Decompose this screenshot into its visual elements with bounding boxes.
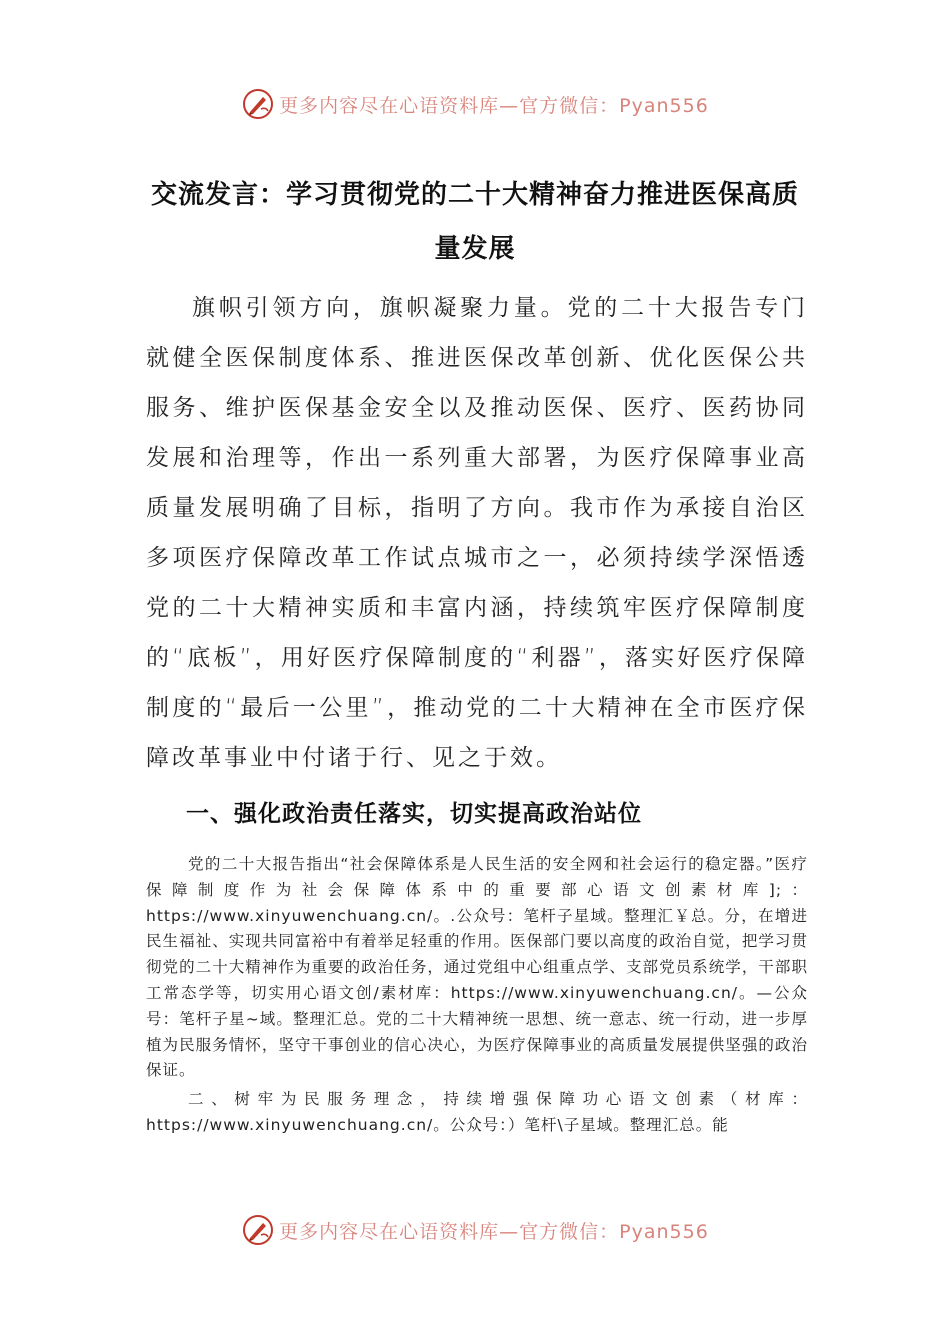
pen-logo-icon	[241, 1213, 275, 1247]
footer-banner	[0, 1210, 950, 1250]
document-title: 交流发言：学习贯彻党的二十大精神奋力推进医保高质量发展	[150, 180, 799, 264]
banner-text: 更多内容尽在心语资料库—官方微信：Pyan556	[279, 1220, 709, 1243]
section-1-paragraph: 党的二十大报告指出“社会保障体系是人民生活的安全网和社会运行的稳定器。”医疗保障制度作为社会保障体系中的重要部心语文创素材库];：https://www.xinyuwenchuang.cn/。.公众号：笔杆子星域。整理汇￥总。分，在增进民生福祉、实现共同富裕中有着举足轻重的作用。医保部门要以高度的政治自觉，把学习贯彻党的二十大精神作为重要的政治任务，通过党组中心组重点学、支部党员系统学，干部职工常态学等，切实用心语文创/素材库：https://www.xinyuwenchuang.cn/。—公众号：笔杆子星~域。整理汇总。党的二十大精神统一思想、统一意志、统一行动，进一步厚植为民服务情怀，坚守干事创业的信心决心，为医疗保障事业的高质量发展提供坚强的政治保证。	[146, 855, 808, 1080]
header-banner	[0, 84, 950, 124]
intro-paragraph: 旗帜引领方向，旗帜凝聚力量。党的二十大报告专门就健全医保制度体系、推进医保改革创新、优化医保公共服务、维护医保基金安全以及推动医保、医疗、医药协同发展和治理等，作出一系列重大部署，为医疗保障事业高质量发展明确了目标，指明了方向。我市作为承接自治区多项医疗保障改革工作试点城市之一，必须持续学深悟透党的二十大精神实质和丰富内涵，持续筑牢医疗保障制度的“底板”，用好医疗保障制度的“利器”，落实好医疗保障制度的“最后一公里”，推动党的二十大精神在全市医疗保障改革事业中付诸于行、见之于效。	[146, 295, 808, 771]
section-heading-1: 一、强化政治责任落实，切实提高政治站位	[186, 800, 642, 827]
banner-text: 更多内容尽在心语资料库—官方微信：Pyan556	[279, 94, 709, 117]
pen-logo-icon	[241, 87, 275, 121]
section-2-paragraph: 二、树牢为民服务理念，持续增强保障功心语文创素（材库：https://www.xinyuwenchuang.cn/。公众号：）笔杆\子星域。整理汇总。能	[146, 1090, 808, 1134]
